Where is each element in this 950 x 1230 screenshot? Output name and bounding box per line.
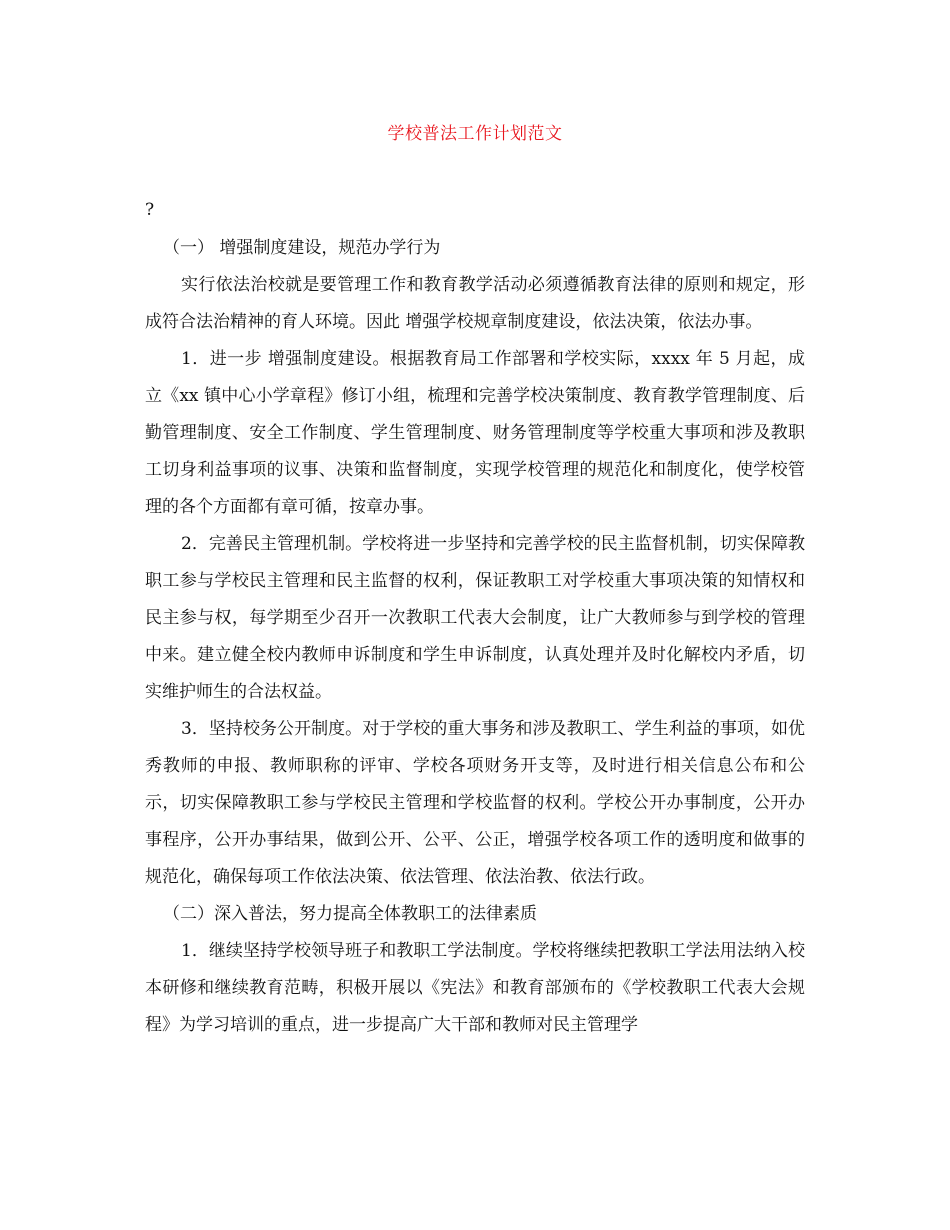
section-heading-1: （一） 增强制度建设，规范办学行为 xyxy=(163,238,441,258)
paragraph-item-3: 3．坚持校务公开制度。对于学校的重大事务和涉及教职工、学生利益的事项，如优秀教师的申报、教师职称的评审、学校各项财务开支等，及时进行相关信息公布和公示，切实保障教职工参与学校民主管理和学校监督的权利。学校公开办事制度，公开办事程序，公开办事结果，做到公开、公平、公正，增强学校各项工作的透明度和做事的规范化，确保每项工作依法决策、依法管理、依法治教、依法行政。 xyxy=(145,719,805,887)
paragraph-item-4: 1．继续坚持学校领导班子和教职工学法制度。学校将继续把教职工学法用法纳入校本研修和继续教育范畴，积极开展以《宪法》和教育部颁布的《学校教职工代表大会规程》为学习培训的重点，进一步提高广大干部和教师对民主管理学 xyxy=(145,941,805,1035)
section-heading-2: （二）深入普法，努力提高全体教职工的法律素质 xyxy=(163,904,537,924)
paragraph-item-1: 1．进一步 增强制度建设。根据教育局工作部署和学校实际，xxxx 年 5 月起，成立《xx 镇中心小学章程》修订小组，梳理和完善学校决策制度、教育教学管理制度、后勤管理制度、安全工作制度、学生管理制度、财务管理制度等学校重大事项和涉及教职工切身利益事项的议事、决策和监督制度，实现学校管理的规范化和制度化，使学校管理的各个方面都有章可循，按章办事。 xyxy=(145,349,805,517)
paragraph-item-2: 2．完善民主管理机制。学校将进一步坚持和完善学校的民主监督机制，切实保障教职工参与学校民主管理和民主监督的权利，保证教职工对学校重大事项决策的知情权和民主参与权，每学期至少召开一次教职工代表大会制度，让广大教师参与到学校的管理中来。建立健全校内教师申诉制度和学生申诉制度，认真处理并及时化解校内矛盾，切实维护师生的合法权益。 xyxy=(145,534,805,702)
document-title: 学校普法工作计划范文 xyxy=(387,124,563,144)
document-body xyxy=(145,230,805,1044)
paragraph-intro: 实行依法治校就是要管理工作和教育教学活动必须遵循教育法律的原则和规定，形成符合法治精神的育人环境。因此 增强学校规章制度建设，依法决策，依法办事。 xyxy=(145,275,805,332)
placeholder-marker: ? xyxy=(145,200,155,220)
